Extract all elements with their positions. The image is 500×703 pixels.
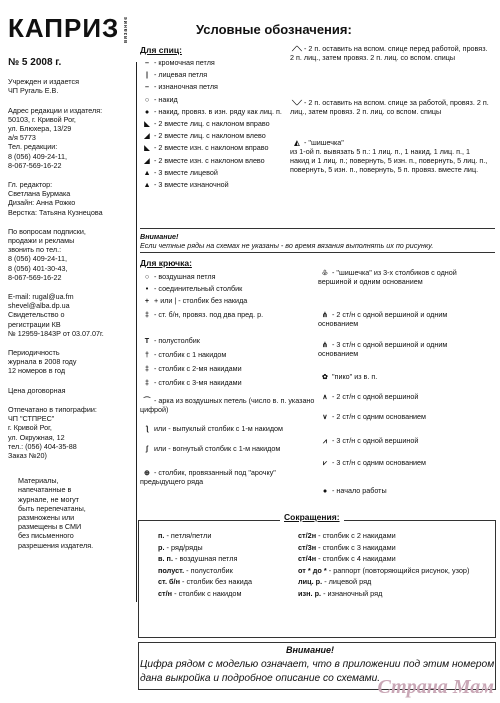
knit-legend-text: - кромочная петля <box>154 58 215 67</box>
abbreviation-item <box>158 588 252 600</box>
crochet-legend-item <box>140 444 320 453</box>
disclaimer-line: размещены в СМИ <box>18 522 82 532</box>
periodicity-line: 12 номеров в год <box>8 366 66 376</box>
email-line: регистрации КВ <box>8 319 61 329</box>
divider-1 <box>140 228 495 229</box>
knit-symbol-icon: ◢ <box>144 131 150 141</box>
crochet-cluster-item <box>318 340 488 358</box>
knit-legend-item <box>140 143 269 152</box>
crochet-cluster-text: - 2 ст/н с одной вершиной <box>332 392 419 401</box>
knit-legend-item <box>140 70 207 79</box>
abbreviation-value: - ряд/ряды <box>166 542 203 552</box>
knit-legend-text: - 2 вместе изн. с наклоном вправо <box>154 143 269 153</box>
abbreviation-item <box>158 530 252 542</box>
attention-text: Если четные ряды на схемах не указаны - во время вязания выполнять их по рисунку. <box>140 241 434 250</box>
printing-line: тел.: (056) 404-35-88 <box>8 441 77 451</box>
staff-block <box>8 180 132 217</box>
crochet-cluster-icon: ∨ <box>322 412 328 421</box>
knit-legend-text: - 3 вместе лицевой <box>154 167 218 177</box>
abbreviation-item <box>158 576 252 588</box>
crochet-cluster-text: - 3 ст/н с одной вершиной и одним основанием <box>318 340 448 358</box>
disclaimer-block <box>8 476 132 550</box>
crochet-cluster-text: - "шишечка" из 3-х столбиков с одной вершиной и одним основанием <box>318 268 457 286</box>
abbreviation-value: - полустолбик <box>186 565 233 575</box>
crochet-cluster-icon: ∧ <box>322 392 328 401</box>
price: Цена договорная <box>8 385 66 395</box>
crochet-cluster-item <box>318 310 488 328</box>
crochet-cluster-text: "пико" из в. п. <box>332 372 378 381</box>
crochet-symbol-icon: ‡ <box>145 310 149 319</box>
knit-legend-item <box>140 82 218 91</box>
knit-symbol-icon: | <box>145 70 148 80</box>
address-line: Адрес редакции и издателя: <box>8 105 103 115</box>
attention-label: Внимание! <box>140 232 179 241</box>
crochet-cluster-text: - 3 ст/н с одной вершиной <box>332 436 419 445</box>
knit-legend-text: - 2 вместе изн. с наклоном влево <box>154 155 265 165</box>
staff-line: Верстка: Татьяна Кузнецова <box>8 207 103 217</box>
crochet-symbol-icon: • <box>145 284 149 293</box>
crochet-symbol-icon: ‡ <box>145 378 149 387</box>
crochet-legend-text: или - вогнутый столбик с 1-м накидом <box>154 444 281 453</box>
printing-line: ЧП "СТПРЕС" <box>8 414 55 424</box>
abbreviation-key: р. <box>158 542 167 552</box>
address-line: а/я 5773 <box>8 133 36 143</box>
abbreviation-item <box>298 565 469 577</box>
knit-symbol-icon: ○ <box>144 94 150 104</box>
knit-symbol-icon: ▲ <box>143 167 151 177</box>
crochet-legend-text: - столбик с 1 накидом <box>154 350 227 359</box>
crochet-symbol-icon: ○ <box>144 272 150 281</box>
abbreviation-value: - столбик без накида <box>182 577 253 587</box>
abbreviation-value: - воздушная петля <box>175 554 238 564</box>
abbreviation-item <box>158 542 252 554</box>
abbreviation-key: от * до * <box>298 565 329 575</box>
crochet-legend-item <box>140 310 320 319</box>
crochet-legend-item <box>140 424 320 433</box>
footer-title: Внимание! <box>286 645 335 655</box>
subscription-line: продажи и рекламы <box>8 236 75 246</box>
knit-legend-text: - изнаночная петля <box>154 82 218 92</box>
printing-line: Отпечатано в типографии: <box>8 404 97 414</box>
crochet-cluster-item <box>318 486 488 495</box>
abbreviation-item <box>298 553 469 565</box>
crochet-cluster-text: - 2 ст/н с одной вершиной и одним основанием <box>318 310 448 328</box>
footer-text: Цифра рядом с моделью означает, что в приложении под этим номером дана выкройка и подробное описание со схемами. <box>140 659 495 684</box>
abbreviation-key: ст/4н <box>298 554 319 564</box>
disclaimer-line: без письменного <box>18 531 74 541</box>
abbreviation-value: - столбик с 4 накидами <box>318 554 396 564</box>
periodicity-line: Периодичность <box>8 348 60 358</box>
abbreviations-right <box>298 530 469 600</box>
address-line: Тел. редакции: <box>8 142 58 152</box>
email-block <box>8 292 132 338</box>
crochet-cluster-text: - 3 ст/н с одним основанием <box>332 458 426 467</box>
knit-legend-item <box>140 156 265 165</box>
abbreviation-item <box>298 576 469 588</box>
bobble-label: - "шишечка" <box>304 138 344 147</box>
divider-2 <box>140 252 495 253</box>
subscription-line: звонить по тел.: <box>8 245 62 255</box>
crochet-legend-text: + или | - столбик без накида <box>154 296 248 305</box>
knit-legend-item <box>140 180 229 189</box>
crochet-cluster-item <box>318 372 488 381</box>
knit-symbol-icon: – <box>145 58 149 67</box>
crochet-legend-text: - ст. б/н, провяз. под два пред. р. <box>154 310 264 319</box>
printing-line: Заказ №20) <box>8 450 47 460</box>
knit-legend-item <box>140 119 270 128</box>
crochet-symbol-icon: ⌒ <box>143 396 151 405</box>
cable-front-text: - 2 п. оставить на вспом. спице перед работой, провяз. 2 п. лиц., затем провяз. 2 п. лиц. со вспом. спицы <box>290 44 488 62</box>
crochet-symbol-icon: T <box>144 336 150 345</box>
crochet-cluster-item <box>318 268 488 286</box>
abbreviations-heading: Сокращения: <box>280 512 344 522</box>
crochet-cluster-icon: ✿ <box>321 372 329 381</box>
crochet-cluster-icon: ⩘ <box>322 436 328 445</box>
abbreviation-value: - раппорт (повторяющийся рисунок, узор) <box>328 565 470 575</box>
crochet-symbol-icon: ‡ <box>145 364 149 373</box>
abbreviation-item <box>158 553 252 565</box>
staff-line: Светлана Бурмака <box>8 189 71 199</box>
crochet-legend-text: - столбик с 2-мя накидами <box>154 364 242 373</box>
cable-back-icon: ⟍⟋ <box>291 98 303 107</box>
crochet-legend-item <box>140 350 320 359</box>
crochet-symbol-icon: ⊕ <box>143 468 151 477</box>
knit-legend-item <box>140 107 282 116</box>
cable-back-text: - 2 п. оставить на вспом. спице за работой, провяз. 2 п. лиц., затем провяз. 2 п. лиц. со вспом. спицы <box>290 98 489 116</box>
abbreviation-item <box>298 588 469 600</box>
crochet-cluster-item <box>318 412 488 421</box>
crochet-cluster-icon: ● <box>322 486 328 495</box>
issue-number: № 5 2008 г. <box>8 57 62 68</box>
disclaimer-line: разрешения издателя. <box>18 540 94 550</box>
crochet-legend-text: - соединительный столбик <box>154 284 243 293</box>
crochet-legend-item <box>140 284 320 293</box>
imprint-column <box>8 14 132 550</box>
crochet-legend-item <box>140 336 320 345</box>
knit-heading: Для спиц: <box>140 45 182 55</box>
printing-block <box>8 405 132 460</box>
bobble-text: из 1-ой п. вывязать 5 п.: 1 лиц. п., 1 накид, 1 лиц. п., 1 накид и 1 лиц. п.; повернуть, 5 изн. п., повернуть, 5 лиц. п., повернуть, 5 изн. п., повернуть, 5 п. провяз. вместе лиц. <box>290 147 488 174</box>
knit-legend-text: - накид <box>154 94 178 104</box>
crochet-symbol-icon: ƪ <box>145 424 149 433</box>
email-line: Свидетельство о <box>8 310 65 320</box>
abbreviation-key: п. <box>158 531 167 540</box>
crochet-cluster-item <box>318 458 488 467</box>
knit-legend-text: - 2 вместе лиц. с наклоном вправо <box>154 119 270 128</box>
subscription-line: 8 (056) 401-30-43, <box>8 263 68 273</box>
abbreviation-key: ст/2н <box>298 531 319 540</box>
staff-line: Дизайн: Анна Рожко <box>8 198 76 208</box>
knit-legend-text: - лицевая петля <box>154 70 208 80</box>
knit-legend-item <box>140 168 218 177</box>
knit-legend-item <box>140 58 215 67</box>
crochet-legend-text: - столбик, провязанный под "арочку" предыдущего ряда <box>140 468 276 486</box>
column-divider <box>136 62 137 602</box>
knit-legend-item <box>140 95 178 104</box>
knit-legend-text: - накид, провяз. в изн. ряду как лиц. п. <box>154 106 282 116</box>
crochet-legend-text: - арка из воздушных петель (число в. п. указано цифрой) <box>140 396 315 414</box>
crochet-legend-item <box>140 272 320 281</box>
crochet-legend-text: - столбик с 3-мя накидами <box>154 378 242 387</box>
subscription-line: По вопросам подписки, <box>8 226 86 236</box>
page-title: Условные обозначения: <box>196 22 352 37</box>
watermark: Страна Мам <box>377 676 494 698</box>
periodicity-block <box>8 348 132 376</box>
crochet-symbol-icon: ʃ <box>145 444 149 453</box>
crochet-legend-item <box>140 296 320 305</box>
address-line: 8-067-569-16-22 <box>8 160 62 170</box>
founder-block <box>8 77 132 95</box>
crochet-legend-item <box>140 396 320 414</box>
logo-subtitle: вязание <box>123 16 129 43</box>
abbreviations-left <box>158 530 252 600</box>
crochet-symbol-icon: † <box>145 350 149 359</box>
abbreviation-value: - изнаночный ряд <box>323 588 383 598</box>
knit-symbol-icon: ● <box>144 106 150 116</box>
magazine-logo <box>8 14 132 44</box>
crochet-cluster-text: - начало работы <box>332 486 387 495</box>
knit-symbol-icon: ▲ <box>143 180 151 189</box>
periodicity-line: журнала в 2008 году <box>8 357 77 367</box>
printing-line: г. Кривой Рог, <box>8 423 52 433</box>
crochet-cluster-item <box>318 392 488 401</box>
abbreviation-value: - столбик с накидом <box>174 588 242 598</box>
email-line: № 12959-1843Р от 03.07.07г. <box>8 328 104 338</box>
crochet-legend-item <box>140 468 320 486</box>
founder-line: Учрежден и издается <box>8 77 80 87</box>
cable-front-icon: ⟋⟍ <box>291 44 303 53</box>
abbreviation-item <box>298 530 469 542</box>
subscription-line: 8-067-569-16-22 <box>8 272 62 282</box>
email-line: shevel@alba.dp.ua <box>8 301 70 311</box>
crochet-legend-text: - полустолбик <box>154 336 200 345</box>
abbreviation-value: - столбик с 2 накидами <box>318 531 396 540</box>
abbreviation-value: - столбик с 3 накидами <box>318 542 396 552</box>
abbreviation-key: изн. р. <box>298 588 324 598</box>
knit-symbol-icon: ◢ <box>144 155 150 165</box>
disclaimer-line: размножены или <box>18 512 75 522</box>
abbreviation-item <box>298 542 469 554</box>
address-line: 50103, г. Кривой Рог, <box>8 114 76 124</box>
disclaimer-line: напечатанные в <box>18 485 72 495</box>
abbreviation-key: лиц. р. <box>298 577 325 587</box>
crochet-heading: Для крючка: <box>140 258 192 268</box>
bobble-icon: ◭ <box>294 138 300 147</box>
address-line: ул. Блюхера, 13/29 <box>8 124 72 134</box>
crochet-legend-item <box>140 378 320 387</box>
bobble-note <box>290 138 490 174</box>
crochet-cluster-icon: ⋔ <box>321 310 329 319</box>
address-line: 8 (056) 409-24-11, <box>8 151 68 161</box>
email-line: E-mail: rugal@ua.fm <box>8 292 74 302</box>
crochet-cluster-item <box>318 436 488 445</box>
disclaimer-line: быть перепечатаны, <box>18 503 86 513</box>
knit-legend-text: - 3 вместе изнаночной <box>154 180 229 189</box>
abbreviation-key: в. п. <box>158 554 176 564</box>
knit-symbol-icon: – <box>145 82 149 92</box>
abbreviation-key: ст/н <box>158 588 175 598</box>
cable-back-note <box>290 98 490 116</box>
abbreviation-value: - лицевой ряд <box>324 577 372 587</box>
crochet-cluster-icon: ⋔ <box>321 340 329 349</box>
knit-symbol-icon: ◣ <box>144 119 150 128</box>
crochet-legend-item <box>140 364 320 373</box>
printing-line: ул. Окружная, 12 <box>8 432 65 442</box>
crochet-cluster-text: - 2 ст/н с одним основанием <box>332 412 426 421</box>
crochet-legend-text: - воздушная петля <box>154 272 216 281</box>
knit-legend-text: - 2 вместе лиц. с наклоном влево <box>154 131 266 141</box>
abbreviation-key: ст/3н <box>298 542 319 552</box>
knit-symbol-icon: ◣ <box>144 143 150 153</box>
abbreviation-item <box>158 565 252 577</box>
subscription-block <box>8 227 132 282</box>
crochet-symbol-icon: + <box>144 296 150 305</box>
knit-legend-item <box>140 131 266 140</box>
crochet-cluster-icon: ♧ <box>321 268 329 277</box>
abbreviation-key: ст. б/н <box>158 577 183 587</box>
cable-front-note <box>290 44 490 62</box>
crochet-cluster-icon: ⩗ <box>322 458 328 467</box>
founder-line: ЧП Ругаль Е.В. <box>8 86 59 96</box>
staff-line: Гл. редактор: <box>8 180 53 190</box>
logo-text: КАПРИЗ <box>8 13 120 43</box>
disclaimer-line: журнале, не могут <box>18 494 79 504</box>
abbreviation-key: полуст. <box>158 565 187 575</box>
disclaimer-line: Материалы, <box>18 476 59 486</box>
address-block <box>8 106 132 170</box>
subscription-line: 8 (056) 409-24-11, <box>8 254 68 264</box>
crochet-legend-text: или - выпуклый столбик с 1-м накидом <box>154 424 283 433</box>
abbreviation-value: - петля/петли <box>166 531 212 540</box>
